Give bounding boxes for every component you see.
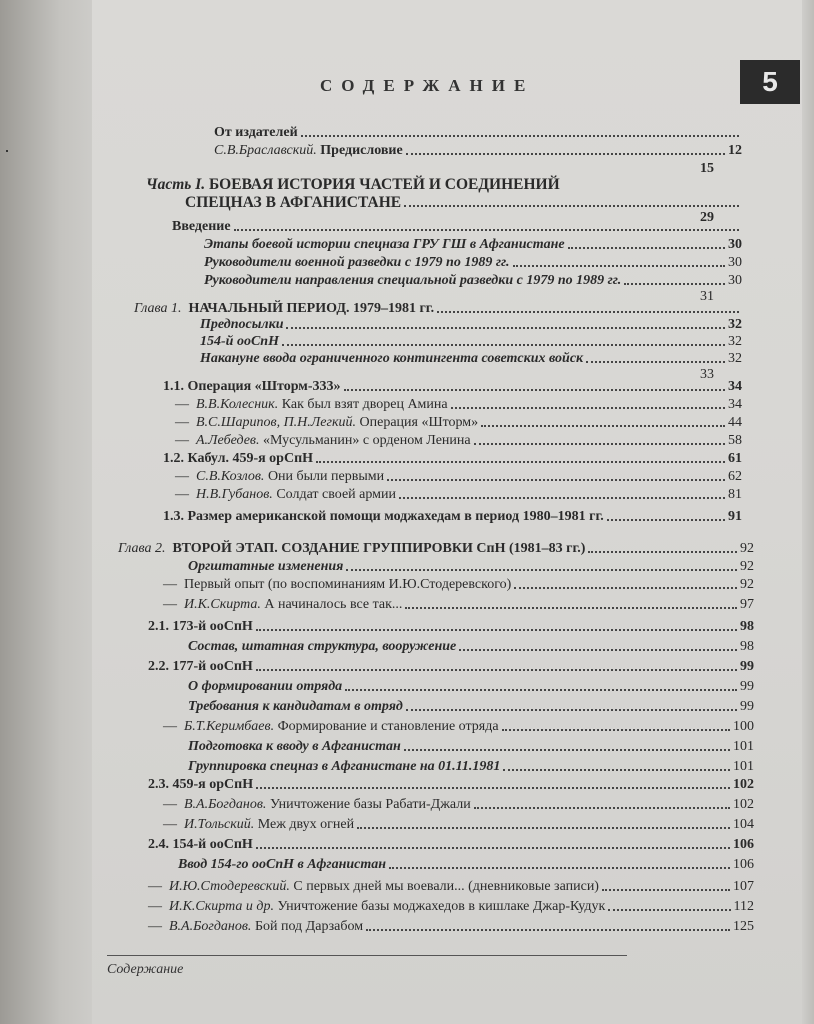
toc-entry-kerimbaev: — Б.Т.Керимбаев. Формирование и становление отряда 100 — [163, 719, 754, 734]
toc-entry-stages: Этапы боевой истории спецназа ГРУ ГШ в Афганистане 30 — [204, 237, 742, 252]
toc-section-1-1: 1.1. Операция «Шторм-333» 34 — [163, 379, 742, 394]
toc-entry-stoderevsky: — И.Ю.Стодеревский. С первых дней мы воевали... (дневниковые записи) 107 — [148, 879, 754, 894]
toc-entry-formation: О формировании отряда 99 — [188, 679, 754, 694]
toc-page-31: 31 — [700, 289, 714, 304]
part-one-title: Часть I. БОЕВАЯ ИСТОРИЯ ЧАСТЕЙ И СОЕДИНЕНИЙ — [146, 176, 560, 193]
toc-entry-military-intel-heads: Руководители военной разведки с 1979 по 1989 гг. 30 — [204, 255, 742, 270]
toc-entry-prerequisites: Предпосылки 32 — [200, 317, 742, 332]
toc-page-33: 33 — [700, 367, 714, 382]
toc-entry-154-entry: Ввод 154-го ооСпН в Афганистан 106 — [178, 857, 754, 872]
running-footer: Содержание — [107, 962, 184, 977]
toc-entry-special-intel-heads: Руководители направления специальной разведки с 1979 по 1989 гг. 30 — [204, 273, 742, 288]
part-one-page: 29 — [700, 210, 714, 225]
toc-entry-publishers: От издателей — [214, 124, 742, 141]
toc-entry-eve-of-entry: Накануне ввода ограниченного контингента советских войск 32 — [200, 351, 742, 366]
toc-entry-requirements: Требования к кандидатам в отряд 99 — [188, 699, 754, 714]
toc-entry-bogdanov-rabati: — В.А.Богданов. Уничтожение базы Рабати-Джали 102 — [163, 797, 754, 812]
toc-entry-lebedev: — А.Лебедев. «Мусульманин» с орденом Ленина 58 — [175, 433, 742, 448]
toc-entry-composition: Состав, штатная структура, вооружение 98 — [188, 639, 754, 654]
toc-chapter-1: Глава 1. НАЧАЛЬНЫЙ ПЕРИОД. 1979–1981 гг. — [134, 300, 742, 317]
toc-entry-introduction: Введение — [172, 218, 742, 235]
toc-entry-skirta: — И.К.Скирта. А начиналось все так... 97 — [163, 597, 754, 612]
part-one-title-line2: СПЕЦНАЗ В АФГАНИСТАНЕ — [185, 194, 742, 211]
toc-entry-bogdanov-darzab: — В.А.Богданов. Бой под Дарзабом 125 — [148, 919, 754, 934]
page-title: СОДЕРЖАНИЕ — [320, 76, 535, 95]
toc-entry-org-changes: Оргштатные изменения 92 — [188, 559, 754, 574]
toc-entry-154: 154-й ооСпН 32 — [200, 334, 742, 349]
left-mark — [6, 150, 8, 152]
page-number-tab: 5 — [740, 60, 800, 104]
toc-entry-kolesnik: — В.В.Колесник. Как был взят дворец Амина 34 — [175, 397, 742, 412]
toc-section-1-2: 1.2. Кабул. 459-я орСпН 61 — [163, 451, 742, 466]
toc-entry-gubanov: — Н.В.Губанов. Солдат своей армии 81 — [175, 487, 742, 502]
toc-section-2-1: 2.1. 173-й ооСпН 98 — [148, 619, 754, 634]
toc-chapter-2: Глава 2. ВТОРОЙ ЭТАП. СОЗДАНИЕ ГРУППИРОВКИ СпН (1981–83 гг.) 92 — [118, 541, 754, 556]
toc-section-2-3: 2.3. 459-я орСпН 102 — [148, 777, 754, 792]
footer-rule — [107, 955, 627, 956]
toc-entry-preparation: Подготовка к вводу в Афганистан 101 — [188, 739, 754, 754]
toc-entry-grouping: Группировка спецназ в Афганистане на 01.11.1981 101 — [188, 759, 754, 774]
page-right-edge — [802, 0, 814, 1024]
toc-entry-skirta-jar-kuduk: — И.К.Скирта и др. Уничтожение базы моджахедов в кишлаке Джар-Кудук 112 — [148, 899, 754, 914]
toc-entry-first-experience: — Первый опыт (по воспоминаниям И.Ю.Стодеревского) 92 — [163, 577, 754, 592]
toc-page-15: 15 — [700, 161, 714, 176]
left-page-edge — [0, 0, 100, 1024]
toc-entry-sharipov: — В.С.Шарипов, П.Н.Легкий. Операция «Шторм» 44 — [175, 415, 742, 430]
toc-entry-preface: С.В.Браславский. Предисловие 12 — [214, 143, 742, 158]
toc-entry-kozlov: — С.В.Козлов. Они были первыми 62 — [175, 469, 742, 484]
toc-section-2-2: 2.2. 177-й ооСпН 99 — [148, 659, 754, 674]
toc-section-1-3: 1.3. Размер американской помощи моджахедам в период 1980–1981 гг. 91 — [163, 509, 742, 524]
toc-section-2-4: 2.4. 154-й ооСпН 106 — [148, 837, 754, 852]
toc-entry-tolsky: — И.Тольский. Меж двух огней 104 — [163, 817, 754, 832]
